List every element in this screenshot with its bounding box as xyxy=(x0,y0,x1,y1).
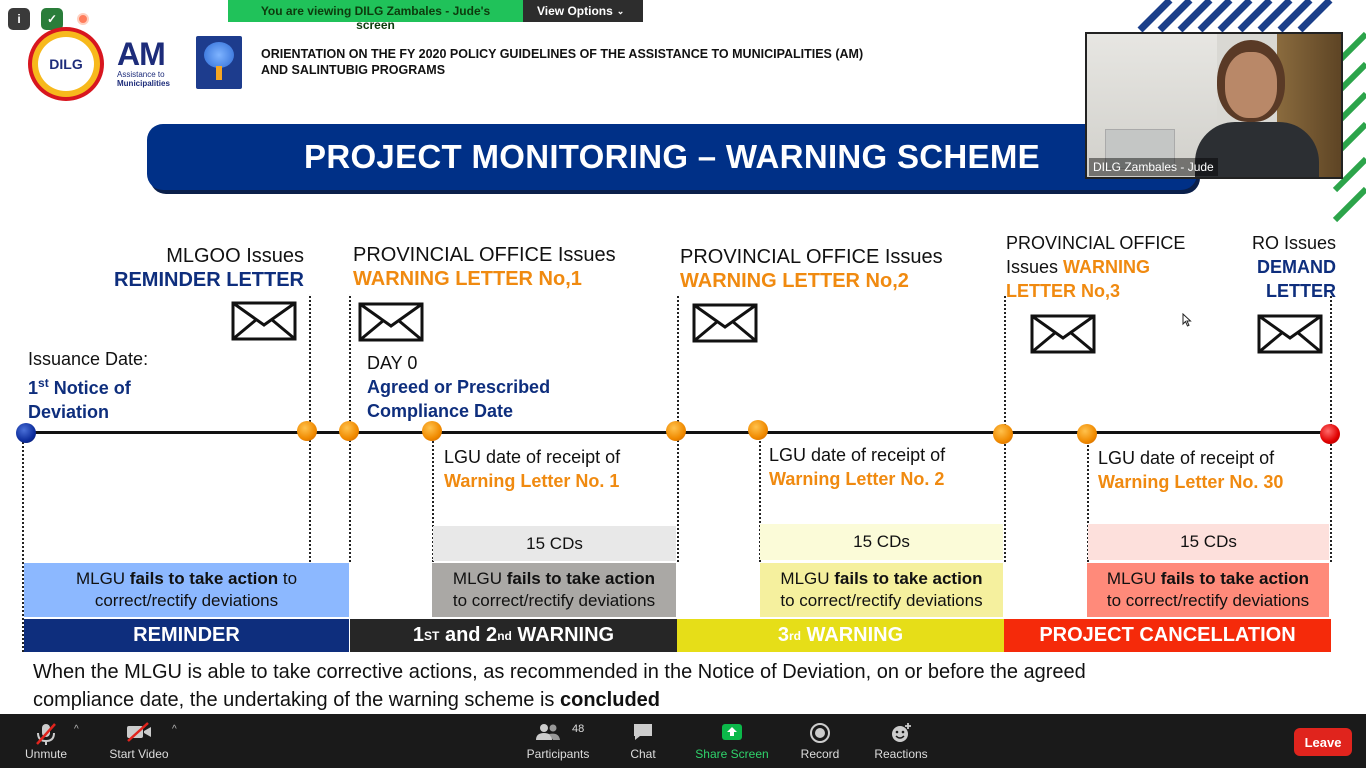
participants-button[interactable] xyxy=(524,714,592,768)
recording-indicator-icon xyxy=(77,13,89,25)
share-screen-label: Share Screen xyxy=(695,747,769,761)
conclusion-line2: compliance date, the undertaking of the warning scheme is xyxy=(33,689,560,711)
phase-reminder: REMINDER xyxy=(24,619,349,652)
fail-text-line2: correct/rectify deviations xyxy=(94,591,279,610)
stage-reminder-line1: MLGOO Issues xyxy=(166,245,304,267)
share-screen-button[interactable] xyxy=(694,714,770,768)
notice-number-sup: st xyxy=(38,376,49,390)
timeline-marker xyxy=(666,421,686,441)
record-button[interactable] xyxy=(796,714,844,768)
viewing-banner xyxy=(228,0,643,32)
record-label: Record xyxy=(800,747,840,761)
fail-box-warning2 xyxy=(760,563,1003,617)
stage-demand-line2: DEMAND xyxy=(1257,257,1336,277)
fail-text-a: MLGU xyxy=(75,569,130,588)
chevron-down-icon: ⌄ xyxy=(616,5,625,16)
participants-label: Participants xyxy=(526,747,590,761)
salintubig-logo xyxy=(196,36,242,89)
receipt-label-1 xyxy=(444,445,674,493)
stage-warning2-line2: WARNING LETTER No,2 xyxy=(680,270,909,292)
receipt-1-line2: Warning Letter No. 1 xyxy=(444,471,620,491)
presentation-title xyxy=(261,46,961,78)
timeline-marker xyxy=(297,421,317,441)
day0-block xyxy=(367,351,667,423)
am-logo-sub1: Assistance to xyxy=(117,70,165,79)
timeline-start-marker xyxy=(16,423,36,443)
fail-box-reminder xyxy=(24,563,349,617)
phase-w12-sup2: nd xyxy=(497,628,512,643)
participant-count: 48 xyxy=(572,723,585,735)
envelope-icon xyxy=(231,301,297,341)
unmute-button[interactable] xyxy=(20,714,72,768)
dilg-logo-text: DILG xyxy=(38,37,94,91)
stage-warning3-line2a: Issues xyxy=(1006,257,1064,277)
phase-w12-b: and 2 xyxy=(439,624,498,646)
stage-demand-header xyxy=(1230,231,1336,303)
receipt-label-2 xyxy=(769,443,999,491)
envelope-icon xyxy=(358,302,424,342)
agreed-line2: Compliance Date xyxy=(367,401,514,421)
participant-name-label: DILG Zambales - Jude xyxy=(1089,158,1218,176)
phase-w12-a: 1 xyxy=(412,624,425,646)
receipt-2-line2: Warning Letter No. 2 xyxy=(769,469,945,489)
stage-warning2-header xyxy=(680,245,990,293)
phase-cancellation: PROJECT CANCELLATION xyxy=(1004,619,1331,652)
fail-box-warning1 xyxy=(432,563,676,617)
phase-w12-sup1: ST xyxy=(424,628,440,643)
day0-label: DAY 0 xyxy=(367,353,418,373)
view-options-label: View Options xyxy=(537,4,613,18)
mouse-cursor-icon xyxy=(1182,313,1192,327)
stage-warning1-line2: WARNING LETTER No,1 xyxy=(353,268,582,290)
share-screen-icon xyxy=(721,722,743,742)
envelope-icon xyxy=(1257,314,1323,354)
stage-warning2-line1: PROVINCIAL OFFICE Issues xyxy=(680,246,943,268)
cds-box-3: 15 CDs xyxy=(1088,524,1329,560)
receipt-label-3 xyxy=(1098,446,1328,494)
fail-box-warning3 xyxy=(1087,563,1329,617)
notice-line2: Deviation xyxy=(28,402,110,422)
fail-text-a: MLGU xyxy=(1106,569,1161,588)
stage-warning1-header xyxy=(353,243,663,291)
info-icon[interactable]: i xyxy=(8,8,30,30)
viewing-text: You are viewing DILG Zambales - Jude's screen xyxy=(228,0,523,22)
stage-warning3-line1: PROVINCIAL OFFICE xyxy=(1006,233,1186,253)
issuance-date-label: Issuance Date: xyxy=(28,349,149,369)
reactions-button[interactable] xyxy=(872,714,930,768)
fail-text-b: fails to take action xyxy=(129,569,279,588)
stage-demand-line1: RO Issues xyxy=(1251,233,1336,253)
reactions-icon xyxy=(890,722,912,744)
timeline-marker xyxy=(422,421,442,441)
issuance-date-block xyxy=(28,347,228,424)
receipt-2-line1: LGU date of receipt of xyxy=(769,445,946,465)
phase-warning-3 xyxy=(677,619,1004,652)
record-icon xyxy=(809,722,831,744)
participant-face xyxy=(1225,52,1277,118)
chat-icon xyxy=(632,722,654,742)
stage-warning1-line1: PROVINCIAL OFFICE Issues xyxy=(353,244,616,266)
presentation-title-line1: ORIENTATION ON THE FY 2020 POLICY GUIDELINES OF THE ASSISTANCE TO MUNICIPALITIES (AM) xyxy=(261,47,864,61)
view-options-button[interactable] xyxy=(523,0,643,22)
dilg-logo xyxy=(28,27,104,101)
leave-button[interactable]: Leave xyxy=(1294,728,1352,756)
stage-warning3-header xyxy=(1006,231,1216,303)
cds-box-1: 15 CDs xyxy=(433,526,676,561)
receipt-3-line2: Warning Letter No. 30 xyxy=(1098,472,1284,492)
shield-icon[interactable]: ✓ xyxy=(41,8,63,30)
fail-text-line2: to correct/rectify deviations xyxy=(1106,591,1310,610)
envelope-icon xyxy=(1030,314,1096,354)
notice-number: 1 xyxy=(28,378,39,398)
stage-reminder-header xyxy=(90,244,304,292)
video-off-icon xyxy=(126,722,152,742)
presentation-title-line2: AND SALINTUBIG PROGRAMS xyxy=(261,63,446,77)
unmute-options-chevron-icon[interactable]: ^ xyxy=(74,724,79,735)
unmute-label: Unmute xyxy=(24,747,68,761)
envelope-icon xyxy=(692,303,758,343)
stage-warning3-line3: LETTER No,3 xyxy=(1006,281,1121,301)
am-logo xyxy=(117,38,182,88)
slide-title: PROJECT MONITORING – WARNING SCHEME xyxy=(304,138,1040,175)
fail-text-b: fails to take action xyxy=(1160,569,1310,588)
agreed-line1: Agreed or Prescribed xyxy=(367,377,551,397)
reactions-label: Reactions xyxy=(874,747,928,761)
am-logo-text: AM xyxy=(117,36,165,72)
phase-w3-a: 3 xyxy=(777,624,789,646)
cds-box-2: 15 CDs xyxy=(760,524,1003,560)
receipt-3-line1: LGU date of receipt of xyxy=(1098,448,1275,468)
fail-text-b: fails to take action xyxy=(506,569,656,588)
notice-text: Notice of xyxy=(48,378,131,398)
receipt-1-line1: LGU date of receipt of xyxy=(444,447,621,467)
chat-label: Chat xyxy=(630,747,656,761)
am-logo-sub2: Municipalities xyxy=(117,79,170,88)
meeting-toolbar xyxy=(0,714,1366,768)
chat-button[interactable] xyxy=(620,714,666,768)
fail-text-line2: to correct/rectify deviations xyxy=(780,591,983,610)
stage-demand-line3: LETTER xyxy=(1266,281,1336,301)
start-video-label: Start Video xyxy=(109,747,169,761)
timeline-marker xyxy=(993,424,1013,444)
fail-text-a: MLGU xyxy=(780,569,835,588)
timeline-marker xyxy=(339,421,359,441)
timeline-marker xyxy=(1077,424,1097,444)
timeline-marker xyxy=(748,420,768,440)
phase-w3-b: WARNING xyxy=(800,624,904,646)
video-options-chevron-icon[interactable]: ^ xyxy=(172,724,177,735)
start-video-button[interactable] xyxy=(104,714,174,768)
conclusion-bold: concluded xyxy=(559,689,660,711)
conclusion-line1: When the MLGU is able to take corrective actions, as recommended in the Notice of Deviation, on or before the agreed xyxy=(33,661,1086,683)
fail-text-line2: to correct/rectify deviations xyxy=(452,591,656,610)
stage-reminder-line2: REMINDER LETTER xyxy=(114,269,304,291)
timeline-end-marker xyxy=(1320,424,1340,444)
conclusion-text xyxy=(33,658,1313,714)
fail-text-b: fails to take action xyxy=(834,569,983,588)
participants-icon xyxy=(535,722,561,742)
microphone-muted-icon xyxy=(35,722,57,746)
phase-w12-c: WARNING xyxy=(511,624,615,646)
phase-warning-1-2 xyxy=(350,619,677,652)
fail-text-c: to xyxy=(278,569,298,588)
fail-text-a: MLGU xyxy=(452,569,507,588)
stage-warning3-line2b: WARNING xyxy=(1063,257,1151,277)
phase-w3-sup: rd xyxy=(788,628,801,643)
participant-video-tile[interactable] xyxy=(1085,32,1343,179)
